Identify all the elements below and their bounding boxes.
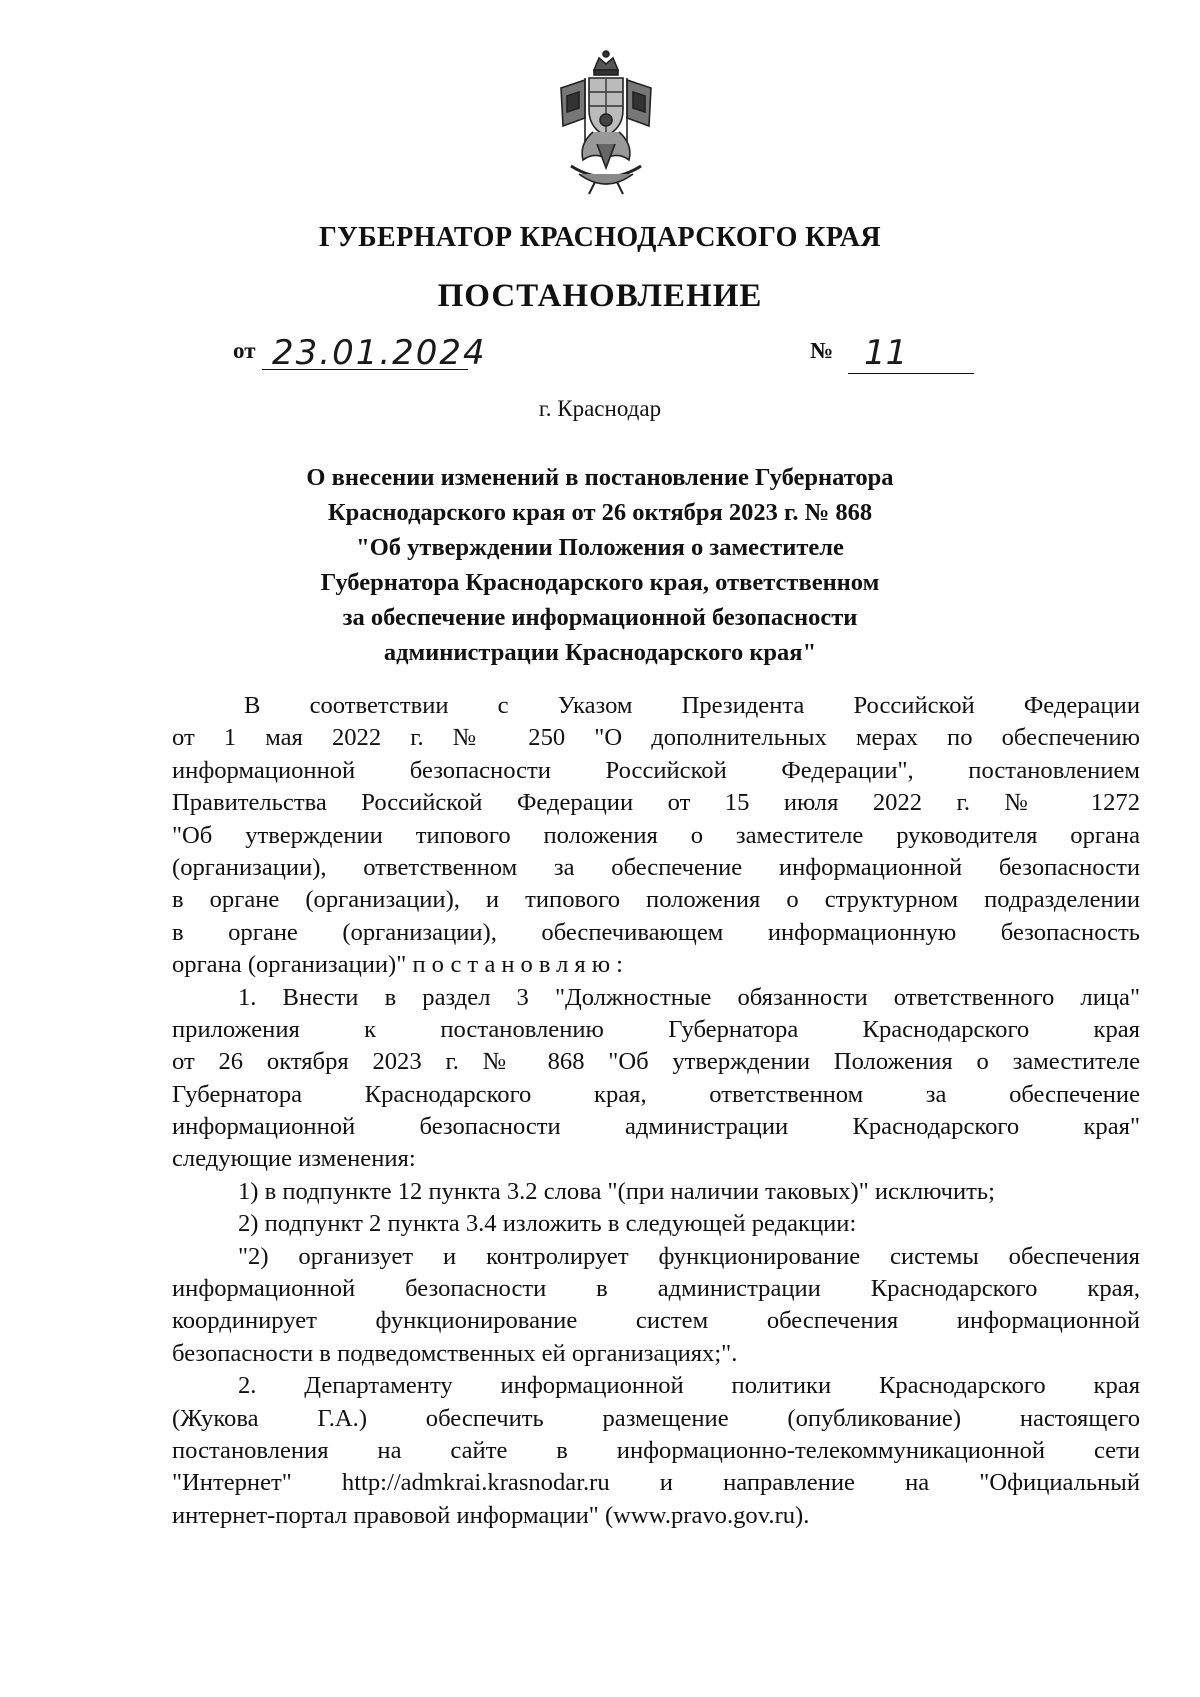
document-title — [240, 460, 960, 670]
body-line: 1) в подпункте 12 пункта 3.2 слова "(при наличии таковых)" исключить; — [238, 1177, 995, 1205]
body-line-text: органа (организации)" — [172, 951, 407, 979]
body-line: Губернатора Краснодарского края, ответственном за обеспечение — [172, 1080, 1140, 1108]
date-label: от — [233, 338, 256, 363]
body-line: "2) организует и контролирует функционирование системы обеспечения — [238, 1242, 1140, 1270]
body-line: (организации), ответственном за обеспечение информационной безопасности — [172, 853, 1140, 881]
body-line: "Интернет" http://admkrai.krasnodar.ru и направление на "Официальный — [172, 1469, 1140, 1497]
body-line: информационной безопасности в администрации Краснодарского края, — [172, 1275, 1140, 1303]
body-line: в органе (организации), обеспечивающем информационную безопасность — [172, 918, 1140, 946]
body-line: в органе (организации), и типового положения о структурном подразделении — [172, 886, 1140, 914]
body-line: информационной безопасности администрации Краснодарского края" — [172, 1113, 1140, 1141]
resolution-word: постановляю: — [412, 951, 629, 979]
number-underline — [848, 373, 974, 374]
body-line: 2. Департаменту информационной политики Краснодарского края — [238, 1372, 1140, 1400]
coat-of-arms-emblem — [549, 48, 663, 196]
body-line: интернет-портал правовой информации" (www.pravo.gov.ru). — [172, 1501, 810, 1529]
title-line: Краснодарского края от 26 октября 2023 г. № 868 — [327, 499, 873, 526]
body-line: информационной безопасности Российской Федерации", постановлением — [172, 756, 1140, 784]
title-line: О внесении изменений в постановление Губернатора — [306, 464, 894, 491]
number-label: № — [810, 338, 834, 363]
title-line: администрации Краснодарского края" — [383, 639, 817, 666]
document-body — [172, 690, 1140, 1532]
issuing-authority: ГУБЕРНАТОР КРАСНОДАРСКОГО КРАЯ — [318, 222, 882, 253]
date-value-handwritten: 23.01.2024 — [272, 333, 487, 373]
body-line: 1. Внести в раздел 3 "Должностные обязанности ответственного лица" — [238, 983, 1140, 1011]
body-line: следующие изменения: — [172, 1145, 416, 1173]
number-value-handwritten: 11 — [864, 333, 908, 373]
city: г. Краснодар — [538, 396, 662, 421]
body-line: от 1 мая 2022 г. № 250 "О дополнительных мерах по обеспечению — [172, 724, 1140, 752]
date-underline — [262, 369, 468, 370]
title-line: Губернатора Краснодарского края, ответственном — [320, 569, 880, 596]
body-line: (Жукова Г.А.) обеспечить размещение (опубликование) настоящего — [172, 1404, 1140, 1432]
body-line — [172, 949, 1140, 981]
body-line: 2) подпункт 2 пункта 3.4 изложить в следующей редакции: — [238, 1210, 857, 1238]
body-line: "Об утверждении типового положения о заместителе руководителя органа — [172, 821, 1140, 849]
body-line: приложения к постановлению Губернатора Краснодарского края — [172, 1015, 1140, 1043]
body-line: от 26 октября 2023 г. № 868 "Об утверждении Положения о заместителе — [172, 1048, 1140, 1076]
title-line: "Об утверждении Положения о заместителе — [356, 534, 844, 561]
body-line: Правительства Российской Федерации от 15 июля 2022 г. № 1272 — [172, 789, 1140, 817]
title-line: за обеспечение информационной безопасности — [342, 604, 858, 631]
document-type: ПОСТАНОВЛЕНИЕ — [437, 278, 763, 314]
body-line: координирует функционирование систем обеспечения информационной — [172, 1307, 1140, 1335]
body-line: постановления на сайте в информационно-телекоммуникационной сети — [172, 1436, 1140, 1464]
body-line: В соответствии с Указом Президента Российской Федерации — [244, 692, 1140, 719]
body-line: безопасности в подведомственных ей организациях;". — [172, 1339, 738, 1367]
